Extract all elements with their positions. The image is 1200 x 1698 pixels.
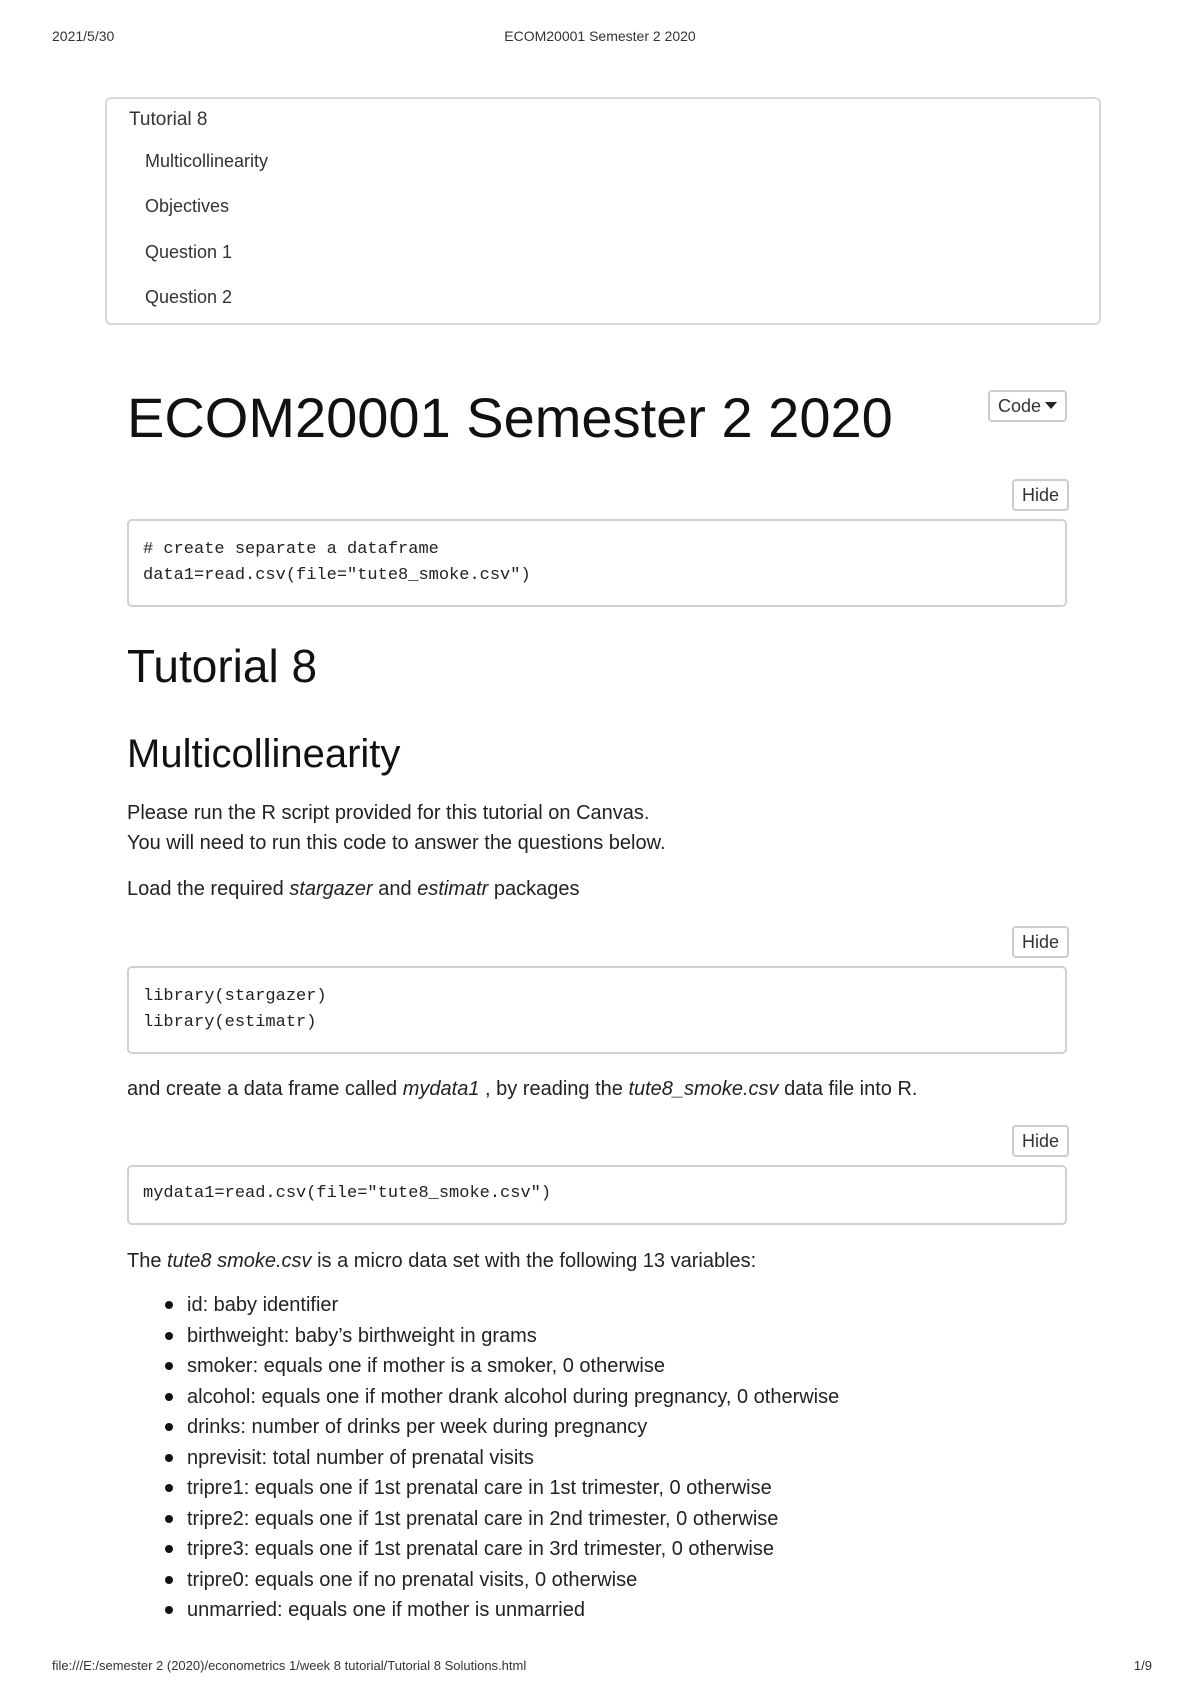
load-text-post: packages: [488, 878, 580, 900]
intro-line-2: You will need to run this code to answer the questions below.: [127, 832, 666, 854]
list-item: [127, 1351, 839, 1382]
package-name-stargazer: stargazer: [289, 878, 373, 900]
list-item: [127, 1412, 839, 1443]
list-item-text: unmarried: equals one if mother is unmarried: [187, 1599, 585, 1621]
list-item-text: alcohol: equals one if mother drank alcohol during pregnancy, 0 otherwise: [187, 1385, 840, 1408]
print-footer: [0, 1658, 1200, 1678]
list-item-text: birthweight: baby’s birthweight in grams: [187, 1324, 537, 1347]
create-text-pre: and create a data frame called: [127, 1078, 403, 1100]
hide-code-button-1[interactable]: Hide: [1012, 479, 1069, 511]
print-header: [0, 28, 1200, 48]
list-item-text: smoker: equals one if mother is a smoker, 0 otherwise: [187, 1355, 665, 1377]
load-packages-text: [127, 874, 580, 904]
code-block-1: [127, 519, 1067, 607]
dataframe-name: mydata1: [402, 1078, 480, 1100]
list-item-text: nprevisit: total number of prenatal visits: [187, 1446, 534, 1469]
toc-item-multicollinearity[interactable]: Multicollinearity: [145, 151, 269, 171]
load-text-pre: Load the required: [127, 878, 290, 900]
toc-item-question-1[interactable]: Question 1: [145, 242, 233, 262]
code-line: data1=read.csv(file="tute8_smoke.csv"): [143, 566, 531, 585]
create-dataframe-text: [127, 1074, 917, 1104]
list-item: [127, 1504, 839, 1535]
list-item-text: tripre0: equals one if no prenatal visits, 0 otherwise: [187, 1568, 638, 1591]
variables-intro-text: [127, 1246, 756, 1276]
toc-item-question-2[interactable]: Question 2: [145, 287, 233, 307]
bullet-icon: [165, 1515, 173, 1523]
create-text-mid: , by reading the: [479, 1078, 629, 1100]
list-item-text: tripre2: equals one if 1st prenatal care in 2nd trimester, 0 otherwise: [187, 1507, 779, 1530]
file-path: file:///E:/semester 2 (2020)/econometrics 1/week 8 tutorial/Tutorial 8 Solutions.html: [52, 1658, 527, 1673]
bullet-icon: [165, 1423, 173, 1431]
toc-item-objectives[interactable]: Objectives: [145, 196, 230, 216]
bullet-icon: [165, 1362, 173, 1370]
bullet-icon: [165, 1545, 173, 1553]
bullet-icon: [165, 1576, 173, 1584]
bullet-icon: [165, 1301, 173, 1309]
hide-code-button-3[interactable]: Hide: [1012, 1125, 1069, 1157]
code-block-2: [127, 966, 1067, 1054]
document-title: ECOM20001 Semester 2 2020: [127, 386, 893, 449]
list-item-text: id: baby identifier: [187, 1294, 339, 1316]
list-item: [127, 1595, 839, 1626]
caret-down-icon: [1045, 402, 1057, 409]
section-heading-multicollinearity: Multicollinearity: [127, 732, 401, 776]
list-item-text: tripre3: equals one if 1st prenatal care in 3rd trimester, 0 otherwise: [187, 1538, 774, 1560]
bullet-icon: [165, 1332, 173, 1340]
bullet-icon: [165, 1454, 173, 1462]
bullet-icon: [165, 1393, 173, 1401]
list-item-text: drinks: number of drinks per week during pregnancy: [187, 1416, 648, 1438]
list-item: [127, 1534, 839, 1565]
variables-text-post: is a micro data set with the following 13 variables:: [311, 1250, 757, 1272]
toc-item-tutorial-8[interactable]: Tutorial 8: [129, 109, 208, 130]
page-number: 1/9: [1133, 1658, 1152, 1673]
code-line: library(stargazer): [143, 987, 327, 1006]
print-title: ECOM20001 Semester 2 2020: [504, 28, 696, 44]
list-item-text: tripre1: equals one if 1st prenatal care in 1st trimester, 0 otherwise: [187, 1477, 772, 1499]
code-line: # create separate a dataframe: [143, 540, 439, 559]
create-text-post: data file into R.: [778, 1078, 918, 1100]
intro-paragraph: [127, 798, 666, 858]
list-item: [127, 1321, 839, 1352]
intro-line-1: Please run the R script provided for this tutorial on Canvas.: [127, 802, 650, 824]
code-dropdown-button[interactable]: [988, 390, 1067, 422]
list-item: [127, 1382, 839, 1413]
package-name-estimatr: estimatr: [417, 878, 489, 900]
list-item: [127, 1473, 839, 1504]
code-line: library(estimatr): [143, 1013, 317, 1032]
bullet-icon: [165, 1484, 173, 1492]
variables-file-name: tute8 smoke.csv: [167, 1250, 312, 1272]
list-item: [127, 1290, 839, 1321]
variables-text-pre: The: [127, 1250, 168, 1272]
list-item: [127, 1443, 839, 1474]
print-date: 2021/5/30: [52, 28, 115, 44]
code-line: mydata1=read.csv(file="tute8_smoke.csv"): [143, 1184, 552, 1203]
section-heading-tutorial-8: Tutorial 8: [127, 640, 318, 692]
code-button-label: Code: [998, 396, 1042, 416]
variable-list: [127, 1290, 839, 1626]
hide-code-button-2[interactable]: Hide: [1012, 926, 1069, 958]
code-block-3: [127, 1165, 1067, 1225]
load-text-mid: and: [372, 878, 418, 900]
bullet-icon: [165, 1606, 173, 1614]
file-name: tute8_smoke.csv: [628, 1078, 779, 1100]
table-of-contents: [105, 97, 1101, 325]
list-item: [127, 1565, 839, 1596]
